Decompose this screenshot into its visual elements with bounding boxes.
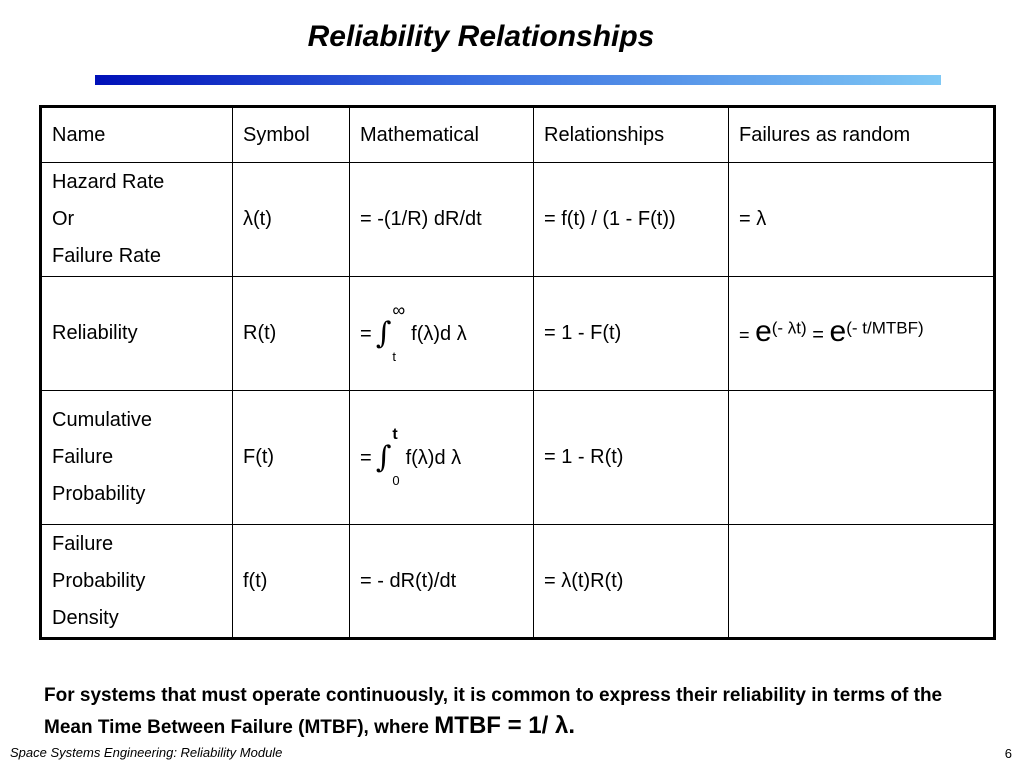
name-line: Failure xyxy=(52,446,114,468)
mathematical-cell: = - dR(t)/dt xyxy=(350,525,534,639)
name-line: Density xyxy=(52,606,119,629)
table-row xyxy=(41,391,995,525)
name-cell xyxy=(41,391,233,525)
name-cell xyxy=(41,163,233,277)
random-cell xyxy=(729,391,995,525)
page-number: 6 xyxy=(1004,746,1012,761)
name-cell xyxy=(41,525,233,639)
exponent: (- λt) xyxy=(771,318,807,338)
symbol-cell: F(t) xyxy=(233,391,350,525)
reliability-table xyxy=(39,105,996,640)
integral-formula xyxy=(360,425,462,488)
integral-sign: ∫ xyxy=(375,315,392,351)
note-text: For systems that must operate continuously, it is common to express their reliability in terms of the Mean Time Between Failure (MTBF), where xyxy=(44,685,943,738)
integral-lower-limit: 0 xyxy=(392,472,400,488)
name-line: Failure xyxy=(52,532,114,555)
relationship-cell: = 1 - R(t) xyxy=(534,391,729,525)
integral-body: f(λ)d λ xyxy=(405,446,462,469)
table-row xyxy=(41,277,995,391)
name-line: Or xyxy=(52,208,75,230)
name-line: Reliability xyxy=(52,322,138,344)
relationship-cell: = f(t) / (1 - F(t)) xyxy=(534,163,729,277)
equals-sign: = xyxy=(812,324,824,346)
name-cell xyxy=(41,277,233,391)
mathematical-cell xyxy=(350,391,534,525)
header-relationships: Relationships xyxy=(534,107,729,163)
mathematical-cell xyxy=(350,277,534,391)
random-cell xyxy=(729,277,995,391)
exponential-e: e xyxy=(829,315,847,348)
integral-sign: ∫ xyxy=(375,439,392,475)
symbol-cell: R(t) xyxy=(233,277,350,391)
random-cell: = λ xyxy=(729,163,995,277)
table-header-row xyxy=(41,107,995,163)
header-symbol: Symbol xyxy=(233,107,350,163)
exponential-e: e xyxy=(755,315,772,348)
table-row xyxy=(41,525,995,639)
integral-prefix: = xyxy=(360,446,372,469)
integral-lower-limit: t xyxy=(392,348,396,364)
header-name: Name xyxy=(41,107,233,163)
relationship-cell: = λ(t)R(t) xyxy=(534,525,729,639)
integral-body: f(λ)d λ xyxy=(411,322,467,345)
integral-upper-limit: t xyxy=(392,425,398,443)
symbol-cell: f(t) xyxy=(233,525,350,639)
integral-formula xyxy=(360,299,467,364)
name-line: Probability xyxy=(52,483,146,505)
relationship-cell: = 1 - F(t) xyxy=(534,277,729,391)
name-line: Probability xyxy=(52,569,146,592)
slide-title: Reliability Relationships xyxy=(307,20,655,53)
name-line: Cumulative xyxy=(52,409,153,431)
integral-upper-limit: ∞ xyxy=(392,299,406,320)
integral-prefix: = xyxy=(360,322,372,345)
header-failures-random: Failures as random xyxy=(729,107,995,163)
name-line: Hazard Rate xyxy=(52,171,165,193)
mtbf-note xyxy=(44,681,994,743)
mtbf-formula: MTBF = 1/ λ. xyxy=(434,712,575,739)
header-mathematical: Mathematical xyxy=(350,107,534,163)
equals-sign: = xyxy=(739,325,750,345)
name-line: Failure Rate xyxy=(52,245,161,267)
random-cell xyxy=(729,525,995,639)
symbol-cell: λ(t) xyxy=(233,163,350,277)
mathematical-cell: = -(1/R) dR/dt xyxy=(350,163,534,277)
table-row xyxy=(41,163,995,277)
title-gradient-bar xyxy=(95,75,941,85)
footer-text: Space Systems Engineering: Reliability Module xyxy=(10,745,283,760)
exponent: (- t/MTBF) xyxy=(846,318,924,338)
